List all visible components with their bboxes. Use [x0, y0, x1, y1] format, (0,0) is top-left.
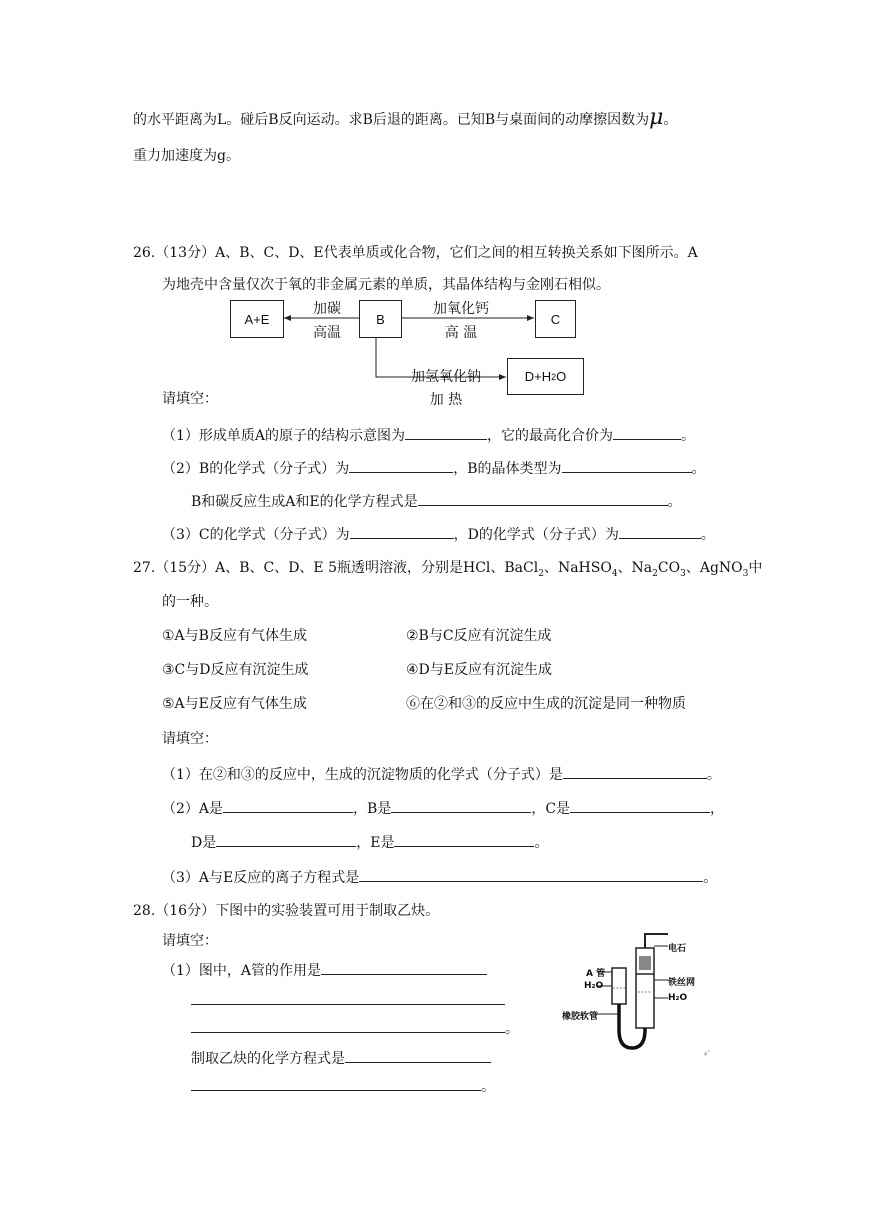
q27-condition-3: ③C与D反应有沉淀生成 — [162, 662, 309, 678]
a-tube — [612, 968, 626, 1004]
label-heat: 加 热 — [429, 392, 463, 408]
text-fragment: ，E是 — [356, 835, 395, 851]
text-fragment: 。 — [703, 870, 718, 886]
text-fragment: 。 — [481, 1079, 495, 1095]
q28-fill-prompt: 请填空： — [162, 933, 218, 949]
text-fragment: ，D的化学式（分子式）为 — [453, 527, 619, 543]
text-fragment: 。 — [534, 835, 549, 851]
text-fragment: （1）形成单质A的原子的结构示意图为 — [162, 428, 406, 444]
q27-condition-1: ①A与B反应有气体生成 — [162, 628, 307, 644]
node-d-text-end: O — [556, 369, 567, 384]
text-fragment: 制取乙炔的化学方程式是 — [191, 1051, 345, 1067]
text-fragment: ， — [710, 801, 725, 817]
text-fragment: 。 — [505, 1021, 519, 1037]
text-fragment: ，C是 — [531, 801, 571, 817]
text-fragment: （1）图中，A管的作用是 — [162, 963, 322, 979]
stray-mark: ء' — [704, 1049, 710, 1058]
label-a-tube: A 管 — [586, 969, 606, 979]
label-add-carbon: 加碳 — [313, 301, 341, 317]
carbide-solid — [639, 956, 651, 970]
text-fragment: CO — [657, 560, 681, 576]
text-fragment: ，B是 — [353, 801, 392, 817]
q26-fill-prompt: 请填空： — [162, 391, 218, 407]
text-fragment: 、NaHSO — [543, 560, 612, 576]
text-fragment: ，B的晶体类型为 — [453, 461, 562, 477]
text-fragment: （3）C的化学式（分子式）为 — [162, 527, 350, 543]
q27-condition-6: ⑥在②和③的反应中生成的沉淀是同一种物质 — [406, 696, 686, 712]
text-fragment: 。 — [706, 767, 721, 783]
text-fragment: 。 — [691, 461, 706, 477]
label-high-temp-2: 高 温 — [444, 325, 478, 341]
q27-condition-2: ②B与C反应有沉淀生成 — [406, 628, 552, 644]
text-fragment: ，它的最高化合价为 — [487, 428, 614, 444]
label-carbide: 电石 — [668, 944, 687, 954]
subscript: 3 — [742, 568, 749, 579]
node-ae: A+E — [230, 300, 284, 338]
text-fragment: （3）A与E反应的离子方程式是 — [162, 870, 360, 886]
text-fragment: 。 — [700, 527, 715, 543]
node-c: C — [535, 300, 576, 338]
text-fragment: 中 — [748, 560, 763, 576]
q26-heading: 26.（13分）A、B、C、D、E代表单质或化合物，它们之间的相互转换关系如下图所示。A — [133, 245, 698, 261]
text-fragment: 、Na — [617, 560, 653, 576]
label-rubber-hose: 橡胶软管 — [562, 1012, 599, 1022]
mu-symbol: μ — [649, 105, 664, 130]
label-add-cao: 加氧化钙 — [433, 301, 489, 317]
text-fragment: B和碳反应生成A和E的化学方程式是 — [191, 494, 418, 510]
subscript: 2 — [652, 568, 658, 579]
q28-heading: 28.（16分）下图中的实验装置可用于制取乙炔。 — [133, 903, 440, 919]
q27-fill-prompt: 请填空： — [162, 731, 218, 747]
text-fragment: （2）A是 — [162, 801, 224, 817]
q27-heading-cont: 的一种。 — [162, 594, 218, 610]
continued-text-line-2: 重力加速度为g。 — [133, 148, 240, 164]
text-fragment: 。 — [667, 494, 682, 510]
subscript: 3 — [680, 568, 686, 579]
text-fragment: 。 — [681, 428, 696, 444]
q26-heading-cont: 为地壳中含量仅次于氧的非金属元素的单质，其晶体结构与金刚石相似。 — [162, 277, 610, 293]
node-d-subscript: 2 — [551, 371, 557, 382]
q27-condition-5: ⑤A与E反应有气体生成 — [162, 696, 307, 712]
label-high-temp-1: 高温 — [313, 325, 341, 341]
text-fragment: （2）B的化学式（分子式）为 — [162, 461, 350, 477]
node-b: B — [359, 300, 402, 338]
label-wire-mesh: 铁丝网 — [668, 978, 696, 988]
text-fragment: 27.（15分）A、B、C、D、E 5瓶透明溶液，分别是HCl、BaCl — [133, 560, 539, 576]
label-h2o-right: H₂O — [668, 993, 688, 1003]
q27-condition-4: ④D与E反应有沉淀生成 — [406, 662, 552, 678]
text-fragment: D是 — [191, 835, 217, 851]
text-fragment: （1）在②和③的反应中，生成的沉淀物质的化学式（分子式）是 — [162, 767, 563, 783]
text-fragment: 的水平距离为L。碰后B反向运动。求B后退的距离。已知B与桌面间的动摩擦因数为 — [133, 112, 650, 128]
subscript: 4 — [611, 568, 618, 579]
subscript: 2 — [538, 568, 544, 579]
rubber-tube — [619, 1004, 645, 1048]
text-fragment: 。 — [663, 112, 678, 128]
label-h2o-left: H₂O — [584, 981, 604, 991]
node-d-text: D+H — [524, 369, 552, 384]
text-fragment: 、AgNO — [685, 560, 743, 576]
label-add-naoh: 加氢氧化钠 — [411, 369, 481, 385]
